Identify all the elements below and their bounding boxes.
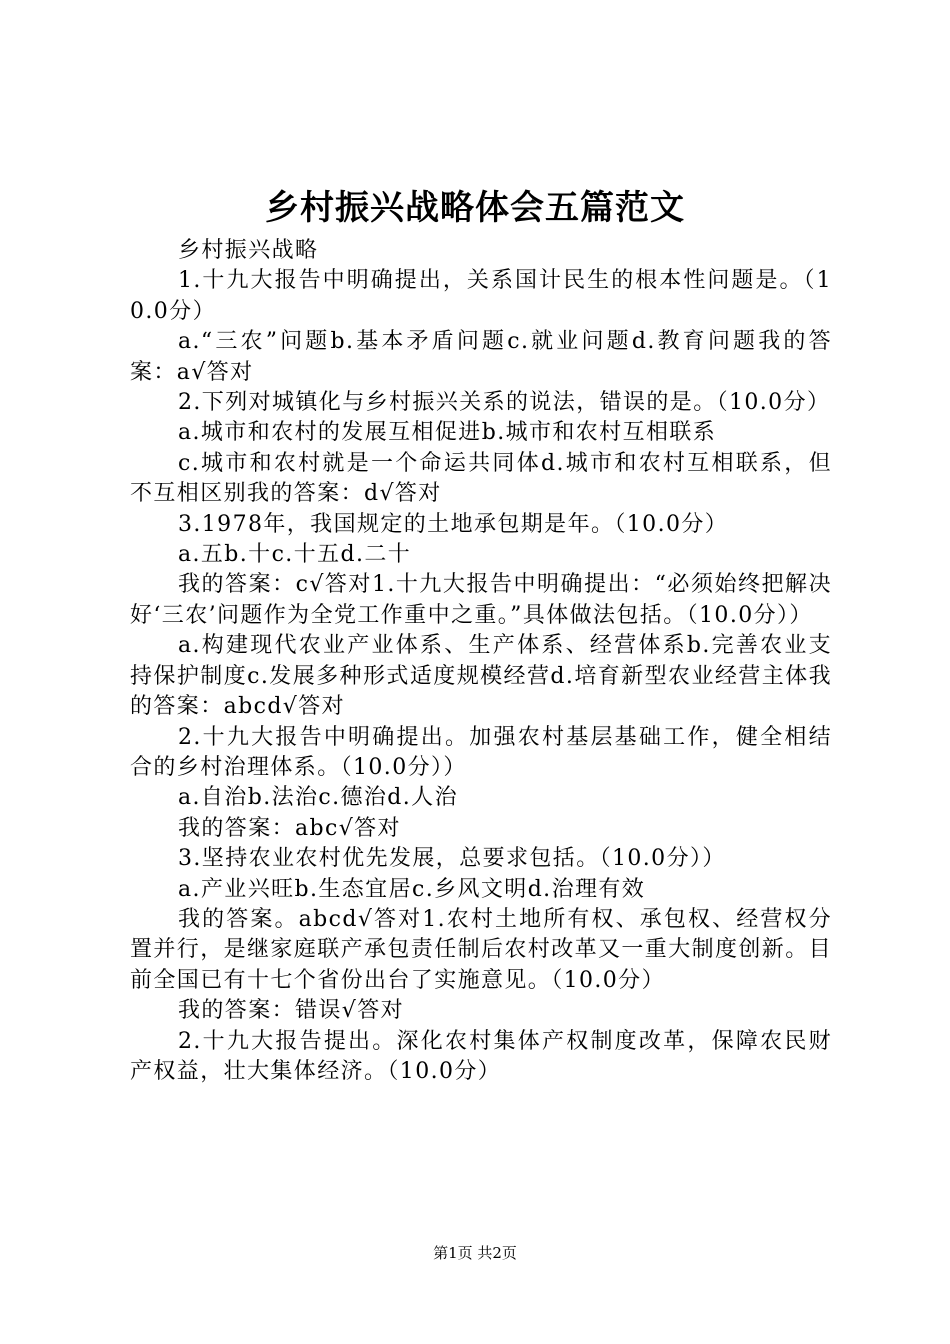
paragraph: a.构建现代农业产业体系、生产体系、经营体系b.完善农业支持保护制度c.发展多种形式适度规模经营d.培育新型农业经营主体我的答案：abcd√答对	[130, 633, 832, 720]
paragraph: a.产业兴旺b.生态宜居c.乡风文明d.治理有效	[178, 876, 646, 902]
paragraph: 乡村振兴战略	[178, 238, 319, 263]
paragraph: 我的答案。abcd√答对1.农村土地所有权、承包权、经营权分置并行，是继家庭联产承包责任制后农村改革又一重大制度创新。目前全国已有十七个省份出台了实施意见。（10.0分）	[130, 906, 833, 993]
paragraph: 我的答案：错误√答对	[178, 998, 405, 1024]
paragraph: a.“三农”问题b.基本矛盾问题c.就业问题d.教育问题我的答案：a√答对	[130, 329, 832, 385]
document-title: 乡村振兴战略体会五篇范文	[265, 188, 685, 228]
document-body	[130, 236, 832, 1087]
paragraph: 3.坚持农业农村优先发展，总要求包括。（10.0分））	[178, 846, 726, 872]
paragraph: a.城市和农村的发展互相促进b.城市和农村互相联系	[178, 420, 717, 446]
paragraph: 2.十九大报告提出。深化农村集体产权制度改革，保障农民财产权益，壮大集体经济。（10.0分）	[130, 1028, 832, 1084]
paragraph: c.城市和农村就是一个命运共同体d.城市和农村互相联系，但不互相区别我的答案：d√答对	[130, 450, 832, 507]
paragraph: a.自治b.法治c.德治d.人治	[178, 785, 458, 811]
paragraph: a.五b.十c.十五d.二十	[178, 542, 412, 568]
paragraph: 2.下列对城镇化与乡村振兴关系的说法，错误的是。（10.0分）	[178, 390, 831, 416]
paragraph: 我的答案：abc√答对	[178, 815, 401, 841]
paragraph: 1.十九大报告中明确提出，关系国计民生的根本性问题是。（10.0分）	[130, 268, 832, 324]
page-footer: 第1页 共2页	[433, 1244, 517, 1262]
paragraph: 3.1978年，我国规定的土地承包期是年。（10.0分）	[178, 511, 729, 537]
paragraph: 我的答案：c√答对1.十九大报告中明确提出：“必须始终把解决好‘三农’问题作为全党工作重中之重。”具体做法包括。（10.0分））	[130, 572, 832, 628]
paragraph: 2.十九大报告中明确提出。加强农村基层基础工作，健全相结合的乡村治理体系。（10.0分））	[130, 724, 832, 780]
